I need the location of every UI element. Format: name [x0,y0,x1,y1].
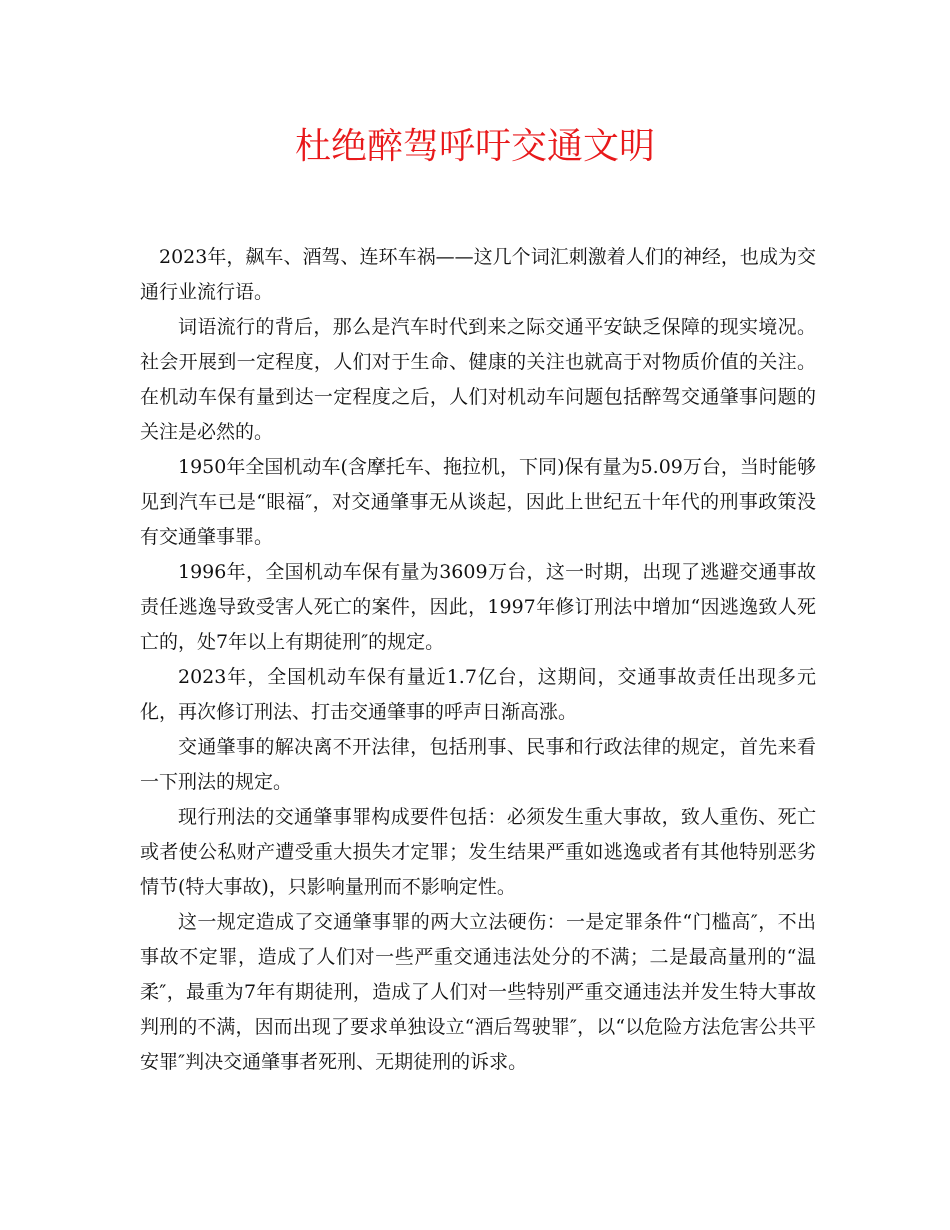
paragraph-8: 这一规定造成了交通肇事罪的两大立法硬伤：一是定罪条件“门槛高″，不出事故不定罪，造成了人们对一些严重交通违法处分的不满；二是最高量刑的“温柔″，最重为7年有期徒刑，造成了人们对一些特别严重交通违法并发生特大事故判刑的不满，因而出现了要求单独设立“酒后驾驶罪″，以“以危险方法危害公共平安罪″判决交通肇事者死刑、无期徒刑的诉求。 [140,911,816,1073]
paragraph-6: 交通肇事的解决离不开法律，包括刑事、民事和行政法律的规定，首先来看一下刑法的规定。 [140,736,816,793]
paragraph-4: 1996年，全国机动车保有量为3609万台，这一时期，出现了逃避交通事故责任逃逸导致受害人死亡的案件，因此，1997年修订刑法中增加“因逃逸致人死亡的，处7年以上有期徒刑″的规定。 [140,561,816,653]
document-body [140,240,816,1080]
paragraph-2: 词语流行的背后，那么是汽车时代到来之际交通平安缺乏保障的现实境况。社会开展到一定程度，人们对于生命、健康的关注也就高于对物质价值的关注。在机动车保有量到达一定程度之后，人们对机动车问题包括醉驾交通肇事问题的关注是必然的。 [140,316,816,443]
document-title: 杜绝醉驾呼吁交通文明 [294,126,655,167]
paragraph-5: 2023年，全国机动车保有量近1.7亿台，这期间，交通事故责任出现多元化，再次修订刑法、打击交通肇事的呼声日渐高涨。 [140,666,816,723]
paragraph-1: 2023年，飙车、酒驾、连环车祸——这几个词汇刺激着人们的神经，也成为交通行业流行语。 [140,246,816,303]
paragraph-7: 现行刑法的交通肇事罪构成要件包括：必须发生重大事故，致人重伤、死亡或者使公私财产遭受重大损失才定罪；发生结果严重如逃逸或者有其他特别恶劣情节(特大事故)，只影响量刑而不影响定性。 [140,806,816,898]
paragraph-3: 1950年全国机动车(含摩托车、拖拉机，下同)保有量为5.09万台，当时能够见到汽车已是“眼福″，对交通肇事无从谈起，因此上世纪五十年代的刑事政策没有交通肇事罪。 [140,456,816,548]
